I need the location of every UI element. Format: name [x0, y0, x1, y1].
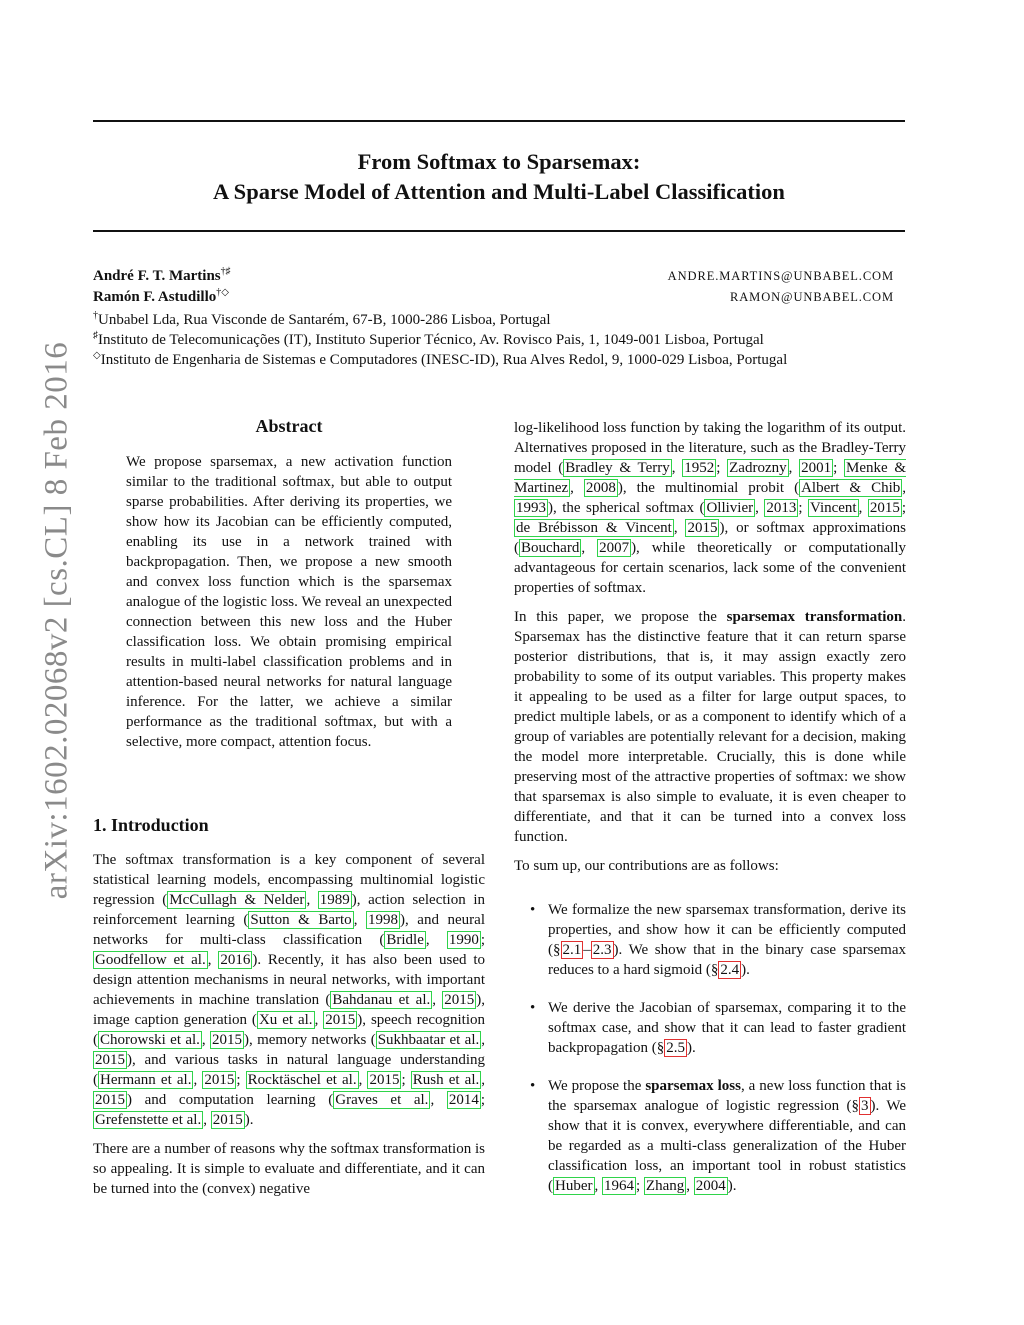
section-ref-link[interactable]: 3 — [861, 1098, 869, 1114]
citation-link[interactable]: Grefenstette et al. — [95, 1112, 202, 1128]
author-1-email[interactable]: ANDRE.MARTINS@UNBABEL.COM — [667, 269, 894, 283]
title-bottom-rule — [93, 230, 905, 232]
citation-link[interactable]: Chorowski et al. — [100, 1032, 200, 1048]
citation-link[interactable]: 1998 — [368, 912, 398, 928]
right-column — [514, 418, 906, 1214]
citation-link[interactable]: Zadrozny — [729, 460, 787, 476]
author-1 — [93, 266, 231, 285]
section-ref-link[interactable]: 2.4 — [720, 962, 740, 978]
citation-link[interactable]: Graves et al. — [335, 1092, 429, 1108]
citation-link[interactable]: de Brébisson & Vincent — [516, 520, 672, 536]
affiliation-2 — [93, 330, 764, 349]
author-1-marks: †♯ — [220, 266, 231, 277]
affiliation-1 — [93, 310, 550, 329]
abstract-text: We propose sparsemax, a new activation function similar to the traditional softmax, but able to output sparse probabilities. After deriving its properties, we show how its Jacobian can be efficiently computed, enabling its use in a network trained with backpropagation. Then, we propose a new smooth and convex loss function which is the sparsemax analogue of the logistic loss. We reveal an unexpected connection between this new loss and the Huber classification loss. We obtain promising empirical results in multi-label classification problems and in attention-based neural networks for natural language inference. For the latter, we achieve a similar performance as the traditional softmax, but with a selective, more compact, attention focus. — [126, 454, 452, 750]
top-rule — [93, 120, 905, 122]
intro-paragraph-5: To sum up, our contributions are as follows: — [514, 858, 779, 874]
affiliation-3-text: Instituto de Engenharia de Sistemas e Computadores (INESC-ID), Rua Alves Redol, 9, 1000-029 Lisboa, Portugal — [100, 352, 788, 368]
citation-link[interactable]: McCullagh & Nelder — [169, 892, 305, 908]
citation-link[interactable]: 2015 — [869, 500, 900, 516]
citation-link[interactable]: Bradley & Terry — [565, 460, 670, 476]
citation-link[interactable]: 2016 — [220, 952, 251, 968]
citation-link[interactable]: Sukhbaatar et al. — [377, 1032, 480, 1048]
author-2-marks: †◇ — [216, 287, 229, 298]
sparsemax-transformation-term: sparsemax transformation — [726, 609, 903, 625]
citation-link[interactable]: Bouchard — [521, 540, 580, 556]
citation-link[interactable]: Ollivier — [706, 500, 754, 516]
citation-link[interactable]: 2001 — [801, 460, 832, 476]
affiliation-3-mark: ◇ — [93, 350, 101, 361]
contribution-item-3: • We propose the sparsemax loss, a new loss function that is the sparsemax analogue of logistic regression (§ 3 ). We show that it is convex, everywhere differentiable, and can be regarded as a multi-class generalization of the Huber classification loss, an important tool in robust statistics ( Huber , 1964 ; Zhang , 2004 ). — [530, 1078, 906, 1194]
citation-link[interactable]: 2015 — [212, 1032, 242, 1048]
citation-link[interactable]: Huber — [555, 1178, 593, 1194]
citation-link[interactable]: 2008 — [585, 480, 616, 496]
sparsemax-loss-term: sparsemax loss — [645, 1078, 741, 1094]
affiliation-2-mark: ♯ — [93, 330, 98, 341]
citation-link[interactable]: Zhang — [645, 1178, 685, 1194]
citation-link[interactable]: Sutton & Barto — [250, 912, 352, 928]
citation-link[interactable]: Rush et al. — [412, 1072, 480, 1088]
contribution-item-1: • We formalize the new sparsemax transformation, derive its properties, and show how it can be efficiently computed (§ 2.1 – 2.3 ). We show that in the binary case sparsemax reduces to a hard sigmoid (§ 2.4 ). — [530, 902, 906, 978]
citation-link[interactable]: Bridle — [386, 932, 424, 948]
citation-link[interactable]: 2015 — [212, 1112, 243, 1128]
citation-link[interactable]: 2015 — [444, 992, 475, 1008]
contributions-list — [514, 900, 906, 1196]
intro-paragraph-1: The softmax transformation is a key component of several statistical learning models, encompassing multinomial logistic regression ( McCullagh & Nelder , 1989 ), action selection in reinforcement learning ( Sutton & Barto , 1998 ), and neural networks for multi-class classification ( Bridle , 1990 ; Goodfellow et al. , 2016 ). Recently, it has also been used to design attention mechanisms in neural networks, with important achievements in machine translation ( Bahdanau et al. , 2015 ), image caption generation ( Xu et al. , 2015 ), speech recognition ( Chorowski et al. , 2015 ), memory networks ( Sukhbaatar et al. , 2015 ), and various tasks in natural language understanding ( Hermann et al. , 2015 ; Rocktäschel et al. , 2015 ; Rush et al. , 2015 ) and computation learning ( Graves et al. , 2014 ; Grefenstette et al. , 2015 ). — [93, 852, 486, 1128]
left-column — [93, 850, 485, 1208]
citation-link[interactable]: 2015 — [95, 1092, 125, 1108]
abstract-heading: Abstract — [255, 416, 323, 436]
citation-link[interactable]: 1952 — [684, 460, 715, 476]
title-line-2: A Sparse Model of Attention and Multi-Label Classification — [213, 179, 785, 204]
arxiv-stamp: arXiv:1602.02068v2 [cs.CL] 8 Feb 2016 — [38, 341, 75, 900]
section-ref-link[interactable]: 2.1 — [562, 942, 582, 958]
citation-link[interactable]: Albert & Chib — [801, 480, 901, 496]
citation-link[interactable]: 2013 — [766, 500, 797, 516]
citation-link[interactable]: 2015 — [204, 1072, 235, 1088]
citation-link[interactable]: 2015 — [325, 1012, 356, 1028]
intro-paragraph-2: There are a number of reasons why the softmax transformation is so appealing. It is simple to evaluate and differentiate, and it can be turned into the (convex) negative — [93, 1141, 485, 1197]
author-2-name: Ramón F. Astudillo — [93, 289, 217, 305]
bullet-icon: • — [530, 1000, 536, 1016]
affiliation-2-text: Instituto de Telecomunicações (IT), Instituto Superior Técnico, Av. Rovisco Pais, 1, 1049-001 Lisboa, Portugal — [98, 332, 764, 348]
citation-link[interactable]: 2015 — [687, 520, 718, 536]
affiliation-3 — [93, 350, 787, 369]
citation-link[interactable]: Goodfellow et al. — [95, 952, 206, 968]
section-ref-link[interactable]: 2.3 — [592, 942, 612, 958]
citation-link[interactable]: 1989 — [319, 892, 350, 908]
citation-link[interactable]: 2004 — [695, 1178, 726, 1194]
citation-link[interactable]: Vincent — [810, 500, 857, 516]
contribution-item-2: • We derive the Jacobian of sparsemax, comparing it to the softmax case, and show that it can lead to faster gradient backpropagation (§ 2.5 ). — [530, 1000, 906, 1056]
author-2-email[interactable]: RAMON@UNBABEL.COM — [730, 290, 894, 304]
citation-link[interactable]: 2015 — [95, 1052, 125, 1068]
paper-title — [93, 147, 905, 207]
citation-link[interactable]: Menke & Martinez — [514, 460, 907, 496]
citation-link[interactable]: 2014 — [448, 1092, 479, 1108]
citation-link[interactable]: 1993 — [516, 500, 546, 516]
affiliation-1-mark: † — [93, 310, 98, 321]
citation-link[interactable]: Xu et al. — [258, 1012, 313, 1028]
citation-link[interactable]: 1964 — [604, 1178, 634, 1194]
title-line-1: From Softmax to Sparsemax: — [357, 149, 641, 174]
bullet-icon: • — [530, 902, 536, 918]
citation-link[interactable]: 1990 — [448, 932, 479, 948]
section-ref-link[interactable]: 2.5 — [666, 1040, 685, 1056]
intro-paragraph-3: log-likelihood loss function by taking the logarithm of its output. Alternatives proposed in the literature, such as the Bradley-Terry model ( Bradley & Terry , 1952 ; Zadrozny , 2001 ; Menke & Martinez , 2008 ), the multinomial probit ( Albert & Chib , 1993 ), the spherical softmax ( Ollivier , 2013 ; Vincent , 2015 ; de Brébisson & Vincent , 2015 ), or softmax approximations ( Bouchard , 2007 ), while theoretically or computationally advantageous for certain scenarios, lack some of the convenient properties of softmax. — [514, 420, 907, 596]
intro-paragraph-4: In this paper, we propose the sparsemax transformation. Sparsemax has the distinctive feature that it can return sparse posterior distributions, that is, it may assign exactly zero probability to some of its output variables. This property makes it appealing to be used as a filter for large output spaces, to predict multiple labels, or as a component to identify which of a group of variables are potentially relevant for a decision, making the model more interpretable. Crucially, this is done while preserving most of the attractive properties of softmax: we show that sparsemax is also simple to evaluate, it is even cheaper to differentiate, and that it can be turned into a convex loss function. — [514, 609, 906, 845]
section-heading-introduction: 1. Introduction — [93, 815, 209, 835]
citation-link[interactable]: Rocktäschel et al. — [247, 1072, 357, 1088]
author-1-name: André F. T. Martins — [93, 268, 221, 284]
citation-link[interactable]: 2007 — [599, 540, 630, 556]
citation-link[interactable]: 2015 — [369, 1072, 400, 1088]
bullet-icon: • — [530, 1078, 536, 1094]
citation-link[interactable]: Hermann et al. — [100, 1072, 192, 1088]
affiliation-1-text: Unbabel Lda, Rua Visconde de Santarém, 67-B, 1000-286 Lisboa, Portugal — [98, 312, 551, 328]
citation-link[interactable]: Bahdanau et al. — [332, 992, 431, 1008]
author-2 — [93, 287, 229, 306]
